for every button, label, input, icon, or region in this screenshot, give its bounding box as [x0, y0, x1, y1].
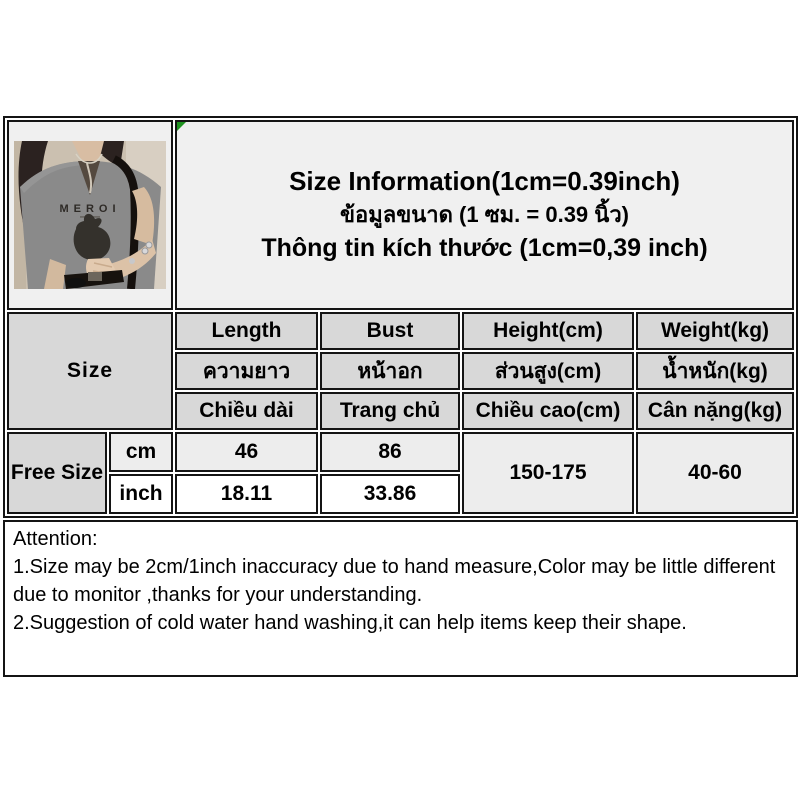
unit-label-cm: cm [109, 432, 173, 472]
col-header-length-en: Length [175, 312, 318, 350]
size-table [3, 116, 798, 518]
value-height-range: 150-175 [462, 432, 634, 514]
col-header-length-vi: Chiều dài [175, 392, 318, 430]
size-info-title-cell [175, 120, 794, 310]
col-header-height-en: Height(cm) [462, 312, 634, 350]
row-label-free-size: Free Size [7, 432, 107, 514]
belt-buckle [88, 272, 102, 281]
col-header-bust-en: Bust [320, 312, 460, 350]
value-bust-cm: 86 [320, 432, 460, 472]
size-header-cell: Size [7, 312, 173, 430]
shirt-print-text: MEROI [59, 203, 121, 215]
product-photo [14, 141, 166, 289]
strap-charm [129, 258, 135, 264]
waist-accessory [66, 278, 86, 288]
attention-note-2: 2.Suggestion of cold water hand washing,it can help items keep their shape. [13, 612, 687, 634]
value-weight-range: 40-60 [636, 432, 794, 514]
product-photo-cell [7, 120, 173, 310]
col-header-height-vi: Chiều cao(cm) [462, 392, 634, 430]
attention-note-1: 1.Size may be 2cm/1inch inaccuracy due to hand measure,Color may be little different due to monitor ,thanks for your understanding. [13, 556, 776, 606]
attention-heading: Attention: [13, 528, 98, 550]
title-line-vi: Thông tin kích thước (1cm=0,39 inch) [261, 234, 708, 262]
col-header-weight-th: น้ำหนัก(kg) [636, 352, 794, 390]
col-header-bust-th: หน้าอก [320, 352, 460, 390]
title-line-th: ข้อมูลขนาด (1 ซม. = 0.39 นิ้ว) [339, 202, 629, 227]
col-header-weight-vi: Cân nặng(kg) [636, 392, 794, 430]
bracelet-bead [146, 242, 152, 248]
attention-box [3, 520, 798, 677]
unit-label-inch: inch [109, 474, 173, 514]
value-bust-inch: 33.86 [320, 474, 460, 514]
col-header-weight-en: Weight(kg) [636, 312, 794, 350]
bracelet-bead [142, 248, 148, 254]
value-length-cm: 46 [175, 432, 318, 472]
size-chart-sheet [3, 116, 798, 677]
value-length-inch: 18.11 [175, 474, 318, 514]
col-header-height-th: ส่วนสูง(cm) [462, 352, 634, 390]
title-line-en: Size Information(1cm=0.39inch) [289, 166, 680, 196]
col-header-length-th: ความยาว [175, 352, 318, 390]
col-header-bust-vi: Trang chủ [320, 392, 460, 430]
cell-corner-marker-icon [177, 122, 186, 131]
